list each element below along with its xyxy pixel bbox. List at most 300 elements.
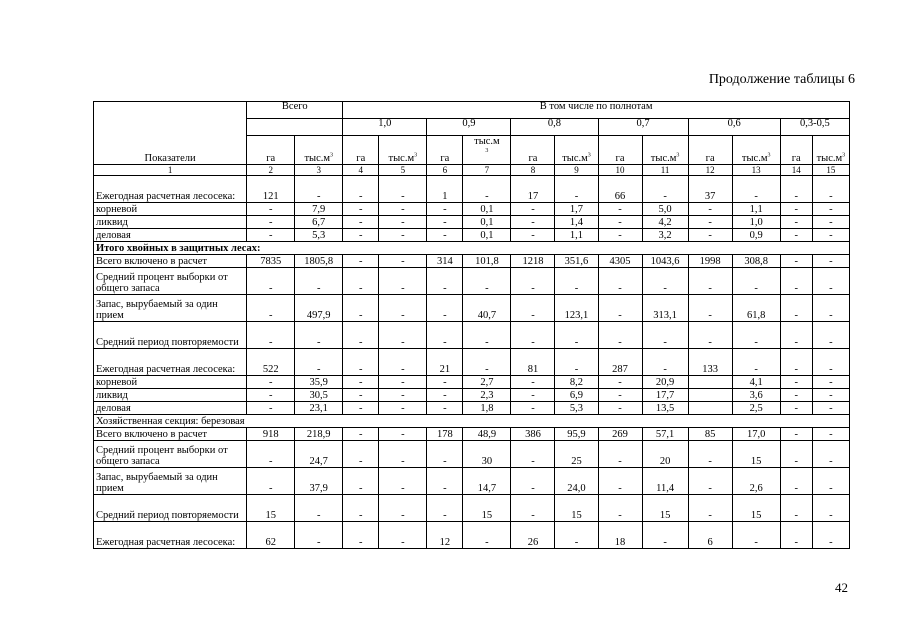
density-header: 0,9 xyxy=(427,119,511,136)
unit-sup: 3 xyxy=(842,152,846,158)
cell-value: - xyxy=(511,216,555,229)
cell-value: - xyxy=(511,268,555,295)
cell-value: 101,8 xyxy=(463,255,511,268)
cell-value: - xyxy=(555,322,598,349)
cell-value: 1 xyxy=(427,176,463,203)
cell-value: 81 xyxy=(511,349,555,376)
row-label: Ежегодная расчетная лесосека: xyxy=(94,522,247,549)
cell-value: - xyxy=(812,203,849,216)
cell-value: 4,2 xyxy=(642,216,688,229)
table-header xyxy=(94,102,850,176)
table-row xyxy=(94,176,850,203)
cell-value: - xyxy=(379,402,427,415)
cell-value: 1,1 xyxy=(555,229,598,242)
row-label: ликвид xyxy=(94,216,247,229)
cell-value: 37,9 xyxy=(295,468,343,495)
cell-value: - xyxy=(247,322,295,349)
section-row xyxy=(94,415,850,428)
cell-value: 7,9 xyxy=(295,203,343,216)
unit-volume: $тыс.м^3$ xyxy=(379,136,427,165)
unit-volume: $тыс.м^3$ xyxy=(732,136,780,165)
cell-value: - xyxy=(379,428,427,441)
cell-value: - xyxy=(598,376,642,389)
table-row xyxy=(94,495,850,522)
cell-value: 35,9 xyxy=(295,376,343,389)
row-label: Средний период повторяемости xyxy=(94,495,247,522)
unit-volume-text: тыс.м xyxy=(474,136,500,147)
cell-value: 5,0 xyxy=(642,203,688,216)
unit-ha: га xyxy=(343,136,379,165)
cell-value: - xyxy=(642,349,688,376)
section-row xyxy=(94,242,850,255)
cell-value: 14,7 xyxy=(463,468,511,495)
cell-value: 15 xyxy=(247,495,295,522)
cell-value: - xyxy=(812,268,849,295)
cell-value: - xyxy=(247,216,295,229)
cell-value: - xyxy=(343,522,379,549)
cell-value: - xyxy=(427,402,463,415)
cell-value xyxy=(688,376,732,389)
cell-value: 2,6 xyxy=(732,468,780,495)
table-row xyxy=(94,349,850,376)
cell-value: 37 xyxy=(688,176,732,203)
cell-value: 3,6 xyxy=(732,389,780,402)
cell-value: - xyxy=(247,468,295,495)
cell-value: 3,2 xyxy=(642,229,688,242)
cell-value: 313,1 xyxy=(642,295,688,322)
cell-value: - xyxy=(427,389,463,402)
cell-value: 25 xyxy=(555,441,598,468)
cell-value: 121 xyxy=(247,176,295,203)
cell-value: - xyxy=(732,268,780,295)
cell-value: - xyxy=(295,268,343,295)
cell-value: - xyxy=(598,268,642,295)
cell-value: - xyxy=(379,522,427,549)
cell-value: 6,9 xyxy=(555,389,598,402)
cell-value: 21 xyxy=(427,349,463,376)
cell-value: - xyxy=(812,349,849,376)
cell-value: 62 xyxy=(247,522,295,549)
cell-value: - xyxy=(812,255,849,268)
cell-value: 133 xyxy=(688,349,732,376)
cell-value: - xyxy=(379,268,427,295)
cell-value: - xyxy=(555,268,598,295)
cell-value: - xyxy=(247,402,295,415)
cell-value xyxy=(688,402,732,415)
cell-value: 2,5 xyxy=(732,402,780,415)
cell-value: - xyxy=(812,322,849,349)
cell-value: - xyxy=(812,402,849,415)
cell-value: - xyxy=(379,349,427,376)
cell-value: - xyxy=(780,428,812,441)
cell-value: - xyxy=(688,229,732,242)
cell-value: - xyxy=(812,376,849,389)
column-number: 13 xyxy=(732,165,780,176)
cell-value: - xyxy=(379,468,427,495)
cell-value: - xyxy=(343,229,379,242)
row-label: деловая xyxy=(94,229,247,242)
section-title: Хозяйственная секция: березовая xyxy=(94,415,850,428)
cell-value: 218,9 xyxy=(295,428,343,441)
cell-value: - xyxy=(688,495,732,522)
cell-value: 30,5 xyxy=(295,389,343,402)
cell-value: 178 xyxy=(427,428,463,441)
cell-value: - xyxy=(247,295,295,322)
cell-value: - xyxy=(343,322,379,349)
cell-value: - xyxy=(688,295,732,322)
cell-value: 20 xyxy=(642,441,688,468)
cell-value: 7835 xyxy=(247,255,295,268)
cell-value: 2,7 xyxy=(463,376,511,389)
cell-value xyxy=(688,389,732,402)
cell-value: - xyxy=(598,203,642,216)
unit-ha: га xyxy=(427,136,463,165)
unit-volume xyxy=(463,136,511,165)
row-label: Запас, вырубаемый за один прием xyxy=(94,468,247,495)
cell-value: - xyxy=(427,322,463,349)
column-number: 12 xyxy=(688,165,732,176)
cell-value: - xyxy=(812,468,849,495)
cell-value: - xyxy=(427,268,463,295)
cell-value: - xyxy=(598,295,642,322)
cell-value: 6 xyxy=(688,522,732,549)
cell-value: 40,7 xyxy=(463,295,511,322)
cell-value: - xyxy=(427,441,463,468)
cell-value: - xyxy=(343,468,379,495)
unit-sup: 3 xyxy=(414,152,418,158)
cell-value: - xyxy=(247,389,295,402)
cell-value: - xyxy=(598,229,642,242)
cell-value: - xyxy=(295,495,343,522)
cell-value: - xyxy=(812,389,849,402)
cell-value: - xyxy=(688,268,732,295)
total-header-spacer xyxy=(247,119,343,136)
column-number: 2 xyxy=(247,165,295,176)
row-label: деловая xyxy=(94,402,247,415)
density-header: 0,3-0,5 xyxy=(780,119,849,136)
unit-volume: $тыс.м^3$ xyxy=(642,136,688,165)
cell-value: - xyxy=(732,522,780,549)
cell-value: - xyxy=(343,428,379,441)
cell-value: 17 xyxy=(511,176,555,203)
table-row xyxy=(94,402,850,415)
row-label: Ежегодная расчетная лесосека: xyxy=(94,176,247,203)
cell-value: 269 xyxy=(598,428,642,441)
cell-value: - xyxy=(379,376,427,389)
cell-value: - xyxy=(247,376,295,389)
cell-value: - xyxy=(812,295,849,322)
cell-value: 0,9 xyxy=(732,229,780,242)
cell-value: - xyxy=(427,495,463,522)
cell-value: - xyxy=(247,268,295,295)
cell-value: 5,3 xyxy=(555,402,598,415)
cell-value: - xyxy=(812,229,849,242)
cell-value: - xyxy=(379,203,427,216)
cell-value: 6,7 xyxy=(295,216,343,229)
row-label: ликвид xyxy=(94,389,247,402)
unit-volume: $тыс.м^3$ xyxy=(812,136,849,165)
cell-value: - xyxy=(688,322,732,349)
page-number: 42 xyxy=(835,580,848,595)
cell-value: - xyxy=(598,322,642,349)
cell-value: 17,7 xyxy=(642,389,688,402)
table-row xyxy=(94,428,850,441)
cell-value: - xyxy=(780,322,812,349)
cell-value: - xyxy=(598,389,642,402)
cell-value: - xyxy=(343,495,379,522)
total-header: Всего xyxy=(247,102,343,119)
cell-value: - xyxy=(780,176,812,203)
cell-value: 61,8 xyxy=(732,295,780,322)
cell-value: 314 xyxy=(427,255,463,268)
cell-value: 17,0 xyxy=(732,428,780,441)
cell-value: 123,1 xyxy=(555,295,598,322)
cell-value: - xyxy=(812,522,849,549)
cell-value: - xyxy=(379,495,427,522)
cell-value: 1218 xyxy=(511,255,555,268)
cell-value: - xyxy=(247,229,295,242)
cell-value: 18 xyxy=(598,522,642,549)
cell-value: 2,3 xyxy=(463,389,511,402)
cell-value: 57,1 xyxy=(642,428,688,441)
cell-value: - xyxy=(379,322,427,349)
cell-value: - xyxy=(732,322,780,349)
unit-sup: 3 xyxy=(587,152,591,158)
cell-value: - xyxy=(780,216,812,229)
cell-value: 95,9 xyxy=(555,428,598,441)
cell-value: - xyxy=(295,322,343,349)
cell-value: 1,0 xyxy=(732,216,780,229)
cell-value: - xyxy=(343,402,379,415)
cell-value: - xyxy=(427,468,463,495)
cell-value: - xyxy=(463,522,511,549)
column-number-row xyxy=(94,165,850,176)
row-label: Всего включено в расчет xyxy=(94,428,247,441)
section-title: Итого хвойных в защитных лесах: xyxy=(94,242,850,255)
cell-value: - xyxy=(343,389,379,402)
unit-volume: $тыс.м^3$ xyxy=(295,136,343,165)
row-label: Всего включено в расчет xyxy=(94,255,247,268)
column-number: 10 xyxy=(598,165,642,176)
cell-value: - xyxy=(642,268,688,295)
cell-value: - xyxy=(598,495,642,522)
table-row xyxy=(94,229,850,242)
cell-value: - xyxy=(343,203,379,216)
row-label: Запас, вырубаемый за один прием xyxy=(94,295,247,322)
unit-ha: га xyxy=(780,136,812,165)
cell-value: 24,0 xyxy=(555,468,598,495)
cell-value: 287 xyxy=(598,349,642,376)
column-number: 5 xyxy=(379,165,427,176)
cell-value: 1,4 xyxy=(555,216,598,229)
cell-value: - xyxy=(427,229,463,242)
cell-value: 0,1 xyxy=(463,229,511,242)
column-number: 6 xyxy=(427,165,463,176)
cell-value: 30 xyxy=(463,441,511,468)
cell-value: - xyxy=(427,376,463,389)
density-group-header: В том числе по полнотам xyxy=(343,102,850,119)
cell-value: - xyxy=(780,389,812,402)
cell-value: - xyxy=(463,268,511,295)
cell-value: - xyxy=(343,441,379,468)
cell-value: - xyxy=(511,203,555,216)
cell-value: - xyxy=(427,295,463,322)
cell-value: 308,8 xyxy=(732,255,780,268)
cell-value: - xyxy=(780,255,812,268)
row-label: корневой xyxy=(94,376,247,389)
table-row xyxy=(94,376,850,389)
cell-value: - xyxy=(295,522,343,549)
cell-value: 5,3 xyxy=(295,229,343,242)
cell-value: 497,9 xyxy=(295,295,343,322)
column-number: 3 xyxy=(295,165,343,176)
cell-value: 24,7 xyxy=(295,441,343,468)
table-row xyxy=(94,441,850,468)
cell-value: - xyxy=(598,216,642,229)
cell-value: - xyxy=(555,176,598,203)
cell-value: - xyxy=(379,176,427,203)
cell-value: - xyxy=(555,349,598,376)
cell-value: - xyxy=(812,428,849,441)
cell-value: - xyxy=(343,176,379,203)
cell-value: 4,1 xyxy=(732,376,780,389)
cell-value: - xyxy=(511,468,555,495)
row-label: Средний процент выборки от общего запаса xyxy=(94,268,247,295)
unit-ha: га xyxy=(688,136,732,165)
cell-value: - xyxy=(780,522,812,549)
cell-value: 15 xyxy=(555,495,598,522)
column-number: 9 xyxy=(555,165,598,176)
cell-value: - xyxy=(812,176,849,203)
cell-value: 66 xyxy=(598,176,642,203)
cell-value: - xyxy=(780,376,812,389)
cell-value: - xyxy=(732,349,780,376)
cell-value: - xyxy=(511,402,555,415)
cell-value: - xyxy=(732,176,780,203)
cell-value: - xyxy=(642,522,688,549)
cell-value: - xyxy=(427,203,463,216)
density-header: 0,6 xyxy=(688,119,780,136)
cell-value: 0,1 xyxy=(463,216,511,229)
cell-value: 12 xyxy=(427,522,463,549)
cell-value: 11,4 xyxy=(642,468,688,495)
cell-value: - xyxy=(812,441,849,468)
cell-value: - xyxy=(598,402,642,415)
cell-value: - xyxy=(427,216,463,229)
cell-value: - xyxy=(511,389,555,402)
column-number: 11 xyxy=(642,165,688,176)
cell-value: - xyxy=(511,495,555,522)
table-body xyxy=(94,176,850,549)
table-row xyxy=(94,216,850,229)
column-number: 4 xyxy=(343,165,379,176)
cell-value: 48,9 xyxy=(463,428,511,441)
row-label: корневой xyxy=(94,203,247,216)
row-label: Ежегодная расчетная лесосека: xyxy=(94,349,247,376)
cell-value: - xyxy=(463,322,511,349)
cell-value: - xyxy=(780,402,812,415)
cell-value: 26 xyxy=(511,522,555,549)
cell-value: 386 xyxy=(511,428,555,441)
cell-value: 351,6 xyxy=(555,255,598,268)
cell-value: 918 xyxy=(247,428,295,441)
cell-value: 15 xyxy=(642,495,688,522)
cell-value: - xyxy=(812,495,849,522)
cell-value: - xyxy=(511,229,555,242)
cell-value: - xyxy=(688,203,732,216)
cell-value: - xyxy=(642,322,688,349)
cell-value: 85 xyxy=(688,428,732,441)
cell-value: - xyxy=(343,268,379,295)
unit-volume: $тыс.м^3$ xyxy=(555,136,598,165)
cell-value: - xyxy=(780,495,812,522)
cell-value: - xyxy=(688,216,732,229)
cell-value: - xyxy=(247,441,295,468)
unit-ha: га xyxy=(247,136,295,165)
table-row xyxy=(94,295,850,322)
cell-value: - xyxy=(343,255,379,268)
cell-value: - xyxy=(780,349,812,376)
forest-table xyxy=(93,101,850,549)
column-number: 7 xyxy=(463,165,511,176)
cell-value: - xyxy=(343,295,379,322)
table-row xyxy=(94,522,850,549)
cell-value: 1998 xyxy=(688,255,732,268)
cell-value: - xyxy=(511,322,555,349)
cell-value: - xyxy=(379,216,427,229)
column-number: 1 xyxy=(94,165,247,176)
cell-value: - xyxy=(688,468,732,495)
column-number: 14 xyxy=(780,165,812,176)
cell-value: - xyxy=(379,229,427,242)
cell-value: 1,7 xyxy=(555,203,598,216)
cell-value: - xyxy=(688,441,732,468)
cell-value: - xyxy=(780,295,812,322)
unit-sup: 3 xyxy=(330,152,334,158)
cell-value: 20,9 xyxy=(642,376,688,389)
cell-value: 8,2 xyxy=(555,376,598,389)
density-header: 0,7 xyxy=(598,119,688,136)
cell-value: 13,5 xyxy=(642,402,688,415)
cell-value: - xyxy=(598,468,642,495)
table-row xyxy=(94,389,850,402)
cell-value: - xyxy=(379,295,427,322)
density-header: 0,8 xyxy=(511,119,598,136)
cell-value: - xyxy=(780,229,812,242)
table-row xyxy=(94,468,850,495)
unit-ha: га xyxy=(598,136,642,165)
cell-value: - xyxy=(463,349,511,376)
cell-value: 15 xyxy=(463,495,511,522)
cell-value: - xyxy=(295,349,343,376)
cell-value: - xyxy=(780,203,812,216)
cell-value: 1043,6 xyxy=(642,255,688,268)
density-header: 1,0 xyxy=(343,119,427,136)
cell-value: - xyxy=(812,216,849,229)
cell-value: - xyxy=(780,441,812,468)
cell-value: - xyxy=(642,176,688,203)
table-caption: Продолжение таблицы 6 xyxy=(708,72,855,87)
unit-volume-sup: 3 xyxy=(485,147,489,154)
table-row xyxy=(94,268,850,295)
cell-value: 4305 xyxy=(598,255,642,268)
cell-value: - xyxy=(555,522,598,549)
unit-sup: 3 xyxy=(767,152,771,158)
cell-value: - xyxy=(343,216,379,229)
unit-ha: га xyxy=(511,136,555,165)
cell-value: - xyxy=(379,255,427,268)
cell-value: - xyxy=(343,349,379,376)
